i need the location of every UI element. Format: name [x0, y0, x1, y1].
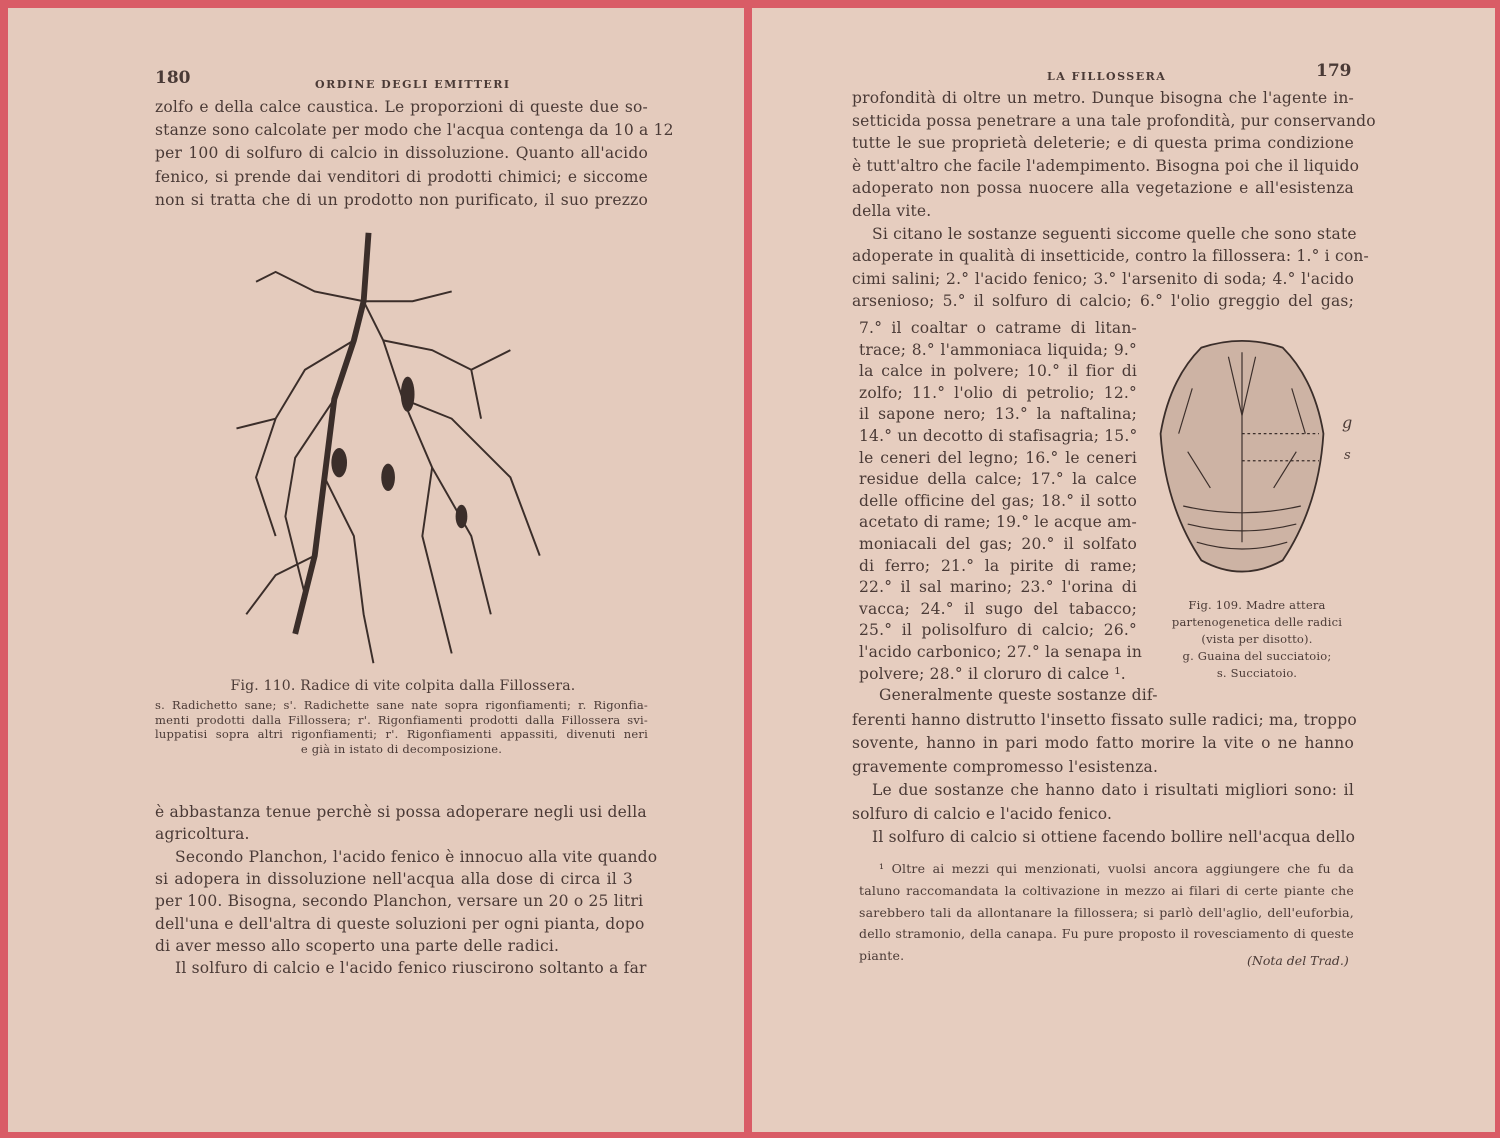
body-line: arsenioso; 5.° il solfuro di calcio; 6.° l'olio greggio del gas;	[852, 292, 1354, 311]
body-line: per 100 di solfuro di calcio in dissoluzione. Quanto all'acido	[155, 144, 648, 163]
body-line: adoperate in qualità di insetticide, contro la fillossera: 1.° i con-	[852, 247, 1369, 266]
body-line: 7.° il coaltar o catrame di litan-	[859, 319, 1137, 337]
running-head: LA FILLOSSERA	[1047, 70, 1167, 83]
body-line: polvere; 28.° il cloruro di calce ¹.	[859, 664, 1126, 683]
footnote-attribution: (Nota del Trad.)	[1247, 953, 1349, 968]
body-line: ferenti hanno distrutto l'insetto fissato sulle radici; ma, troppo	[852, 711, 1357, 729]
page-number: 180	[155, 68, 191, 88]
body-line: stanze sono calcolate per modo che l'acqua contenga da 10 a 12	[155, 121, 674, 140]
figure-label-g: g	[1342, 413, 1353, 432]
body-line: della vite.	[852, 202, 932, 220]
body-line: moniacali del gas; 20.° il solfato	[859, 535, 1137, 553]
body-line: cimi salini; 2.° l'acido fenico; 3.° l'arsenito di soda; 4.° l'acido	[852, 269, 1354, 288]
running-head: ORDINE DEGLI EMITTERI	[315, 78, 511, 91]
figure-legend-line: e già in istato di decomposizione.	[300, 741, 503, 756]
body-line: per 100. Bisogna, secondo Planchon, versare un 20 o 25 litri	[155, 892, 644, 911]
body-line: Secondo Planchon, l'acido fenico è innocuo alla vite quando	[175, 847, 658, 866]
figure-legend-line: menti prodotti dalla Fillossera; r'. Rigonfiamenti prodotti dalla Fillossera svi-	[155, 712, 648, 727]
body-line: vacca; 24.° il sugo del tabacco;	[859, 599, 1137, 618]
figure-title: Fig. 110. Radice di vite colpita dalla Fillossera.	[230, 678, 576, 694]
body-line: 25.° il polisolfuro di calcio; 26.°	[859, 621, 1137, 640]
body-line: le ceneri del legno; 16.° le ceneri	[859, 448, 1137, 467]
figure-caption-line: partenogenetica delle radici	[1171, 615, 1343, 629]
body-line: acetato di rame; 19.° le acque am-	[859, 513, 1137, 532]
body-line: Il solfuro di calcio si ottiene facendo bollire nell'acqua dello	[872, 828, 1356, 846]
body-line: sovente, hanno in pari modo fatto morire la vite o ne hanno	[852, 734, 1354, 753]
root-illustration	[213, 223, 573, 673]
footnote-line: taluno raccomandata la coltivazione in mezzo ai filari di certe piante che	[859, 882, 1354, 898]
body-line: profondità di oltre un metro. Dunque bisogna che l'agente in-	[852, 89, 1354, 107]
body-line: l'acido carbonico; 27.° la senapa in	[859, 643, 1142, 661]
figure-caption-line: Fig. 109. Madre attera	[1188, 598, 1326, 612]
right-page	[752, 8, 1495, 1132]
figure-caption-line: (vista per disotto).	[1201, 632, 1313, 646]
body-line: residue della calce; 17.° la calce	[859, 470, 1137, 489]
body-line: 22.° il sal marino; 23.° l'orina di	[859, 578, 1137, 597]
body-line: setticida possa penetrare a una tale profondità, pur conservando	[852, 111, 1376, 130]
footnote-line: ¹ Oltre ai mezzi qui menzionati, vuolsi ancora aggiungere che fu da	[879, 861, 1354, 876]
body-line: Generalmente queste sostanze dif-	[879, 686, 1158, 705]
figure-label-s: s	[1344, 448, 1351, 463]
body-line: zolfo e della calce caustica. Le proporzioni di queste due so-	[155, 98, 648, 116]
phylloxera-illustration	[1147, 326, 1337, 591]
figure-legend-line: luppatisi sopra altri rigonfiamenti; r'. Rigonfiamenti appassiti, divenuti neri	[155, 727, 648, 741]
body-line: non si tratta che di un prodotto non purificato, il suo prezzo	[155, 190, 648, 209]
body-line: delle officine del gas; 18.° il sotto	[859, 491, 1137, 510]
body-line: Si citano le sostanze seguenti siccome quelle che sono state	[872, 224, 1357, 243]
body-line: agricoltura.	[155, 825, 250, 844]
body-line: Le due sostanze che hanno dato i risultati migliori sono: il	[872, 781, 1354, 800]
left-page	[8, 8, 744, 1132]
footnote-line: piante.	[859, 948, 905, 964]
body-line: fenico, si prende dai venditori di prodotti chimici; e siccome	[155, 167, 648, 186]
body-line: di ferro; 21.° la pirite di rame;	[859, 556, 1137, 575]
figure-legend-line: s. Radichetto sane; s'. Radichette sane nate sopra rigonfiamenti; r. Rigonfia-	[155, 698, 648, 712]
body-line: di aver messo allo scoperto una parte delle radici.	[155, 936, 560, 955]
footnote-line: dello stramonio, della canapa. Fu pure proposto il rovesciamento di queste	[859, 926, 1354, 942]
body-line: dell'una e dell'altra di queste soluzioni per ogni pianta, dopo	[155, 914, 645, 933]
body-line: il sapone nero; 13.° la naftalina;	[859, 405, 1137, 424]
figure-caption-line: g. Guaina del succiatoio;	[1182, 649, 1332, 663]
body-line: trace; 8.° l'ammoniaca liquida; 9.°	[859, 340, 1137, 359]
body-line: gravemente compromesso l'esistenza.	[852, 757, 1159, 776]
body-line: è tutt'altro che facile l'adempimento. Bisogna poi che il liquido	[852, 156, 1360, 175]
body-line: solfuro di calcio e l'acido fenico.	[852, 804, 1113, 823]
body-line: Il solfuro di calcio e l'acido fenico riuscirono soltanto a far	[175, 959, 647, 978]
body-line: zolfo; 11.° l'olio di petrolio; 12.°	[859, 383, 1137, 402]
body-line: tutte le sue proprietà deleterie; e di questa prima condizione	[852, 134, 1354, 153]
page-number: 179	[1316, 61, 1352, 81]
footnote-line: sarebbero tali da allontanare la fillossera; si parlò dell'aglio, dell'euforbia,	[859, 904, 1354, 920]
body-line: adoperato non possa nuocere alla vegetazione e all'esistenza	[852, 179, 1354, 198]
body-line: è abbastanza tenue perchè si possa adoperare negli usi della	[155, 803, 647, 821]
figure-caption-line: s. Succiatoio.	[1216, 666, 1298, 680]
body-line: 14.° un decotto di stafisagria; 15.°	[859, 427, 1138, 445]
body-line: si adopera in dissoluzione nell'acqua alla dose di circa il 3	[155, 869, 633, 888]
body-line: la calce in polvere; 10.° il fior di	[859, 362, 1137, 381]
